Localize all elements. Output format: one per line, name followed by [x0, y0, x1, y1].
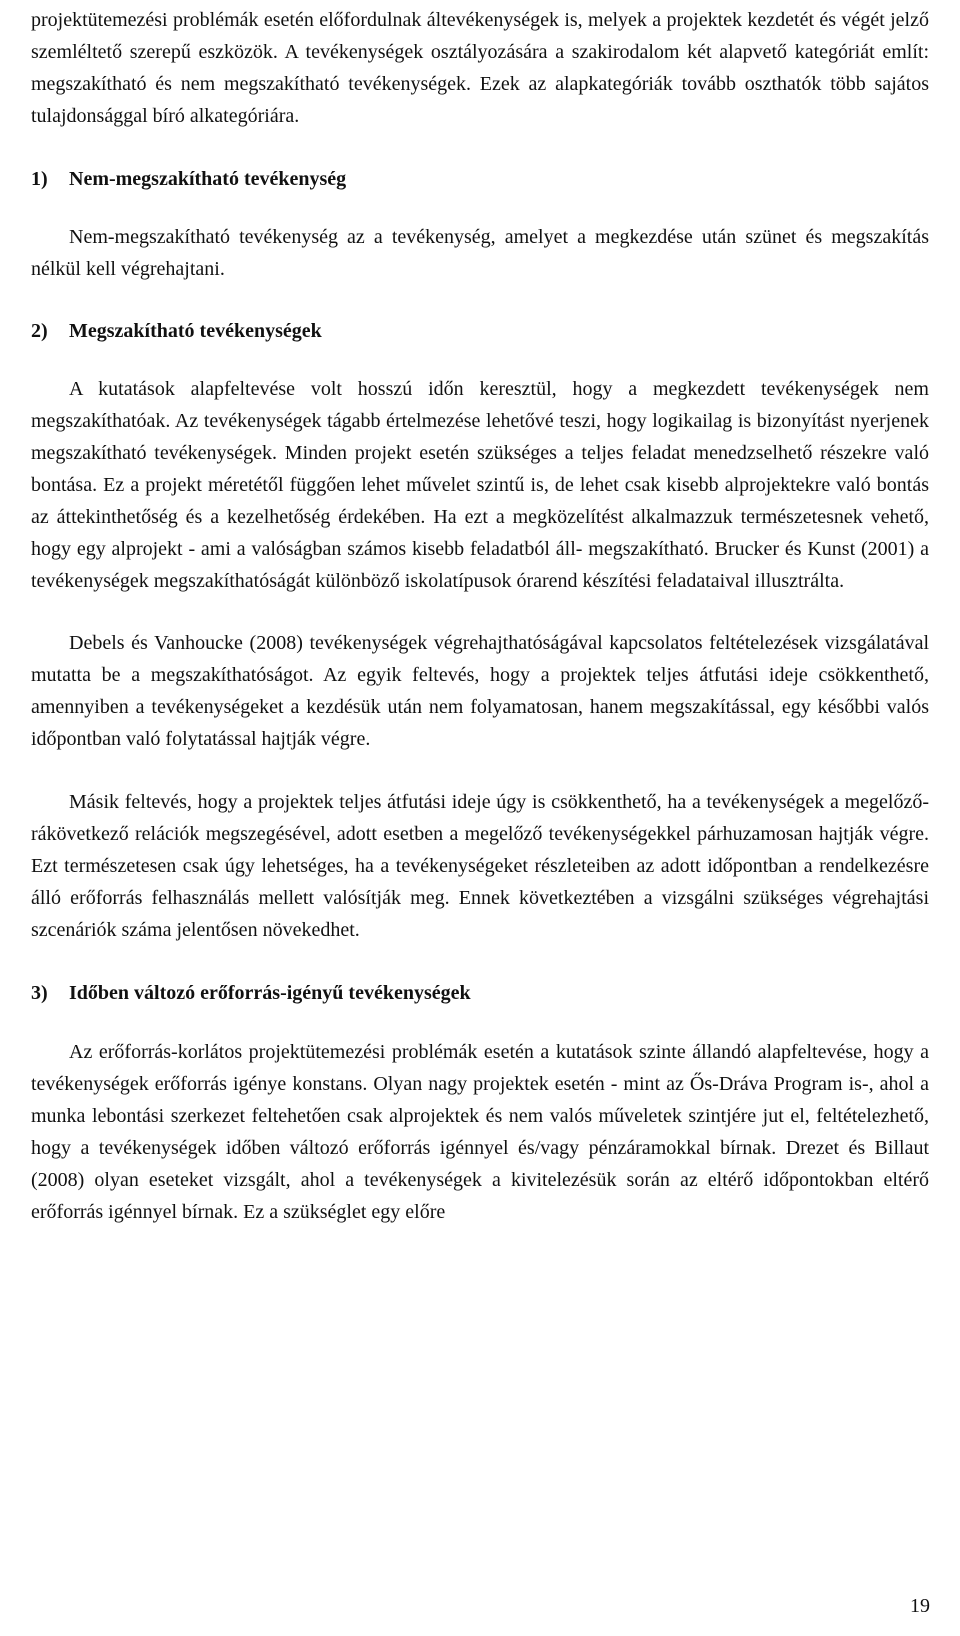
section-2-paragraph-2: Debels és Vanhoucke (2008) tevékenységek végrehajthatóságával kapcsolatos feltételezések vizsgálatával mutatta be a megszakíthatóságot. Az egyik feltevés, hogy a projektek teljes átfutási ideje csökkenthető, amennyiben a tevékenységeket a kezdésük után nem folyamatosan, hanem megszakítással, egy későbbi valós időpontban való folytatással hajtják végre.	[31, 632, 929, 750]
page-number: 19	[910, 1595, 930, 1617]
section-3-paragraph: Az erőforrás-korlátos projektütemezési problémák esetén a kutatások szinte állandó alapfeltevése, hogy a tevékenységek erőforrás igénye konstans. Olyan nagy projektek esetén - mint az Ős-Dráva Program is-, ahol a munka lebontási szerkezet feltehetően csak alprojektek és nem valós műveletek szintjére jut el, feltételezhető, hogy a tevékenységek időben változó erőforrás igénnyel és/vagy pénzáramokkal bírnak. Drezet és Billaut (2008) olyan eseteket vizsgált, ahol a tevékenységek a kivitelezésük során az eltérő időpontokban eltérő erőforrás igénnyel bírnak. Ez a szükséglet egy előre	[31, 1041, 929, 1223]
section-1-heading	[31, 163, 929, 195]
section-3-number: 3)	[31, 982, 48, 1004]
section-2-heading	[31, 315, 929, 347]
section-2-title: Megszakítható tevékenységek	[69, 320, 322, 342]
document-page	[31, 0, 929, 1228]
section-2-paragraph-1: A kutatások alapfeltevése volt hosszú időn keresztül, hogy a megkezdett tevékenységek nem megszakíthatóak. Az tevékenységek tágabb értelmezése lehetővé teszi, hogy logikailag is bizonyítást nyerjenek megszakítható tevékenységek. Minden projekt esetén szükséges a teljes feladat menedzselhető részekre való bontása. Ez a projekt méretétől függően lehet művelet szintű is, de lehet csak kisebb alprojektekre való bontás az áttekinthetőség és a kezelhetőség érdekében. Ha ezt a megközelítést alkalmazzuk természetesnek vehető, hogy egy alprojekt - ami a valóságban számos kisebb feladatból áll- megszakítható. Brucker és Kunst (2001) a tevékenységek megszakíthatóságát különböző iskolatípusok órarend készítési feladataival illusztrálta.	[31, 378, 929, 592]
section-1-title: Nem-megszakítható tevékenység	[69, 168, 347, 190]
section-2-paragraph-3: Másik feltevés, hogy a projektek teljes átfutási ideje úgy is csökkenthető, ha a tevékenységek a megelőző-rákövetkező relációk megszegésével, adott esetben a megelőző tevékenységekkel párhuzamosan hajtják végre. Ezt természetesen csak úgy lehetséges, ha a tevékenységeket részleteiben az adott időpontban a rendelkezésre álló erőforrás felhasználás mellett valósítják meg. Ennek következtében a vizsgálni szükséges végrehajtási szcenáriók száma jelentősen növekedhet.	[31, 791, 929, 941]
section-3-heading	[31, 977, 929, 1009]
section-2-number: 2)	[31, 320, 48, 342]
section-1-paragraph: Nem-megszakítható tevékenység az a tevékenység, amelyet a megkezdése után szünet és megszakítás nélkül kell végrehajtani.	[31, 226, 929, 280]
section-1-number: 1)	[31, 168, 48, 190]
section-3-title: Időben változó erőforrás-igényű tevékenységek	[69, 982, 471, 1004]
intro-paragraph: projektütemezési problémák esetén előfordulnak áltevékenységek is, melyek a projektek kezdetét és végét jelző szemléltető szerepű eszközök. A tevékenységek osztályozására a szakirodalom két alapvető kategóriát említ: megszakítható és nem megszakítható tevékenységek. Ezek az alapkategóriák tovább oszthatók több sajátos tulajdonsággal bíró alkategóriára.	[31, 9, 929, 127]
